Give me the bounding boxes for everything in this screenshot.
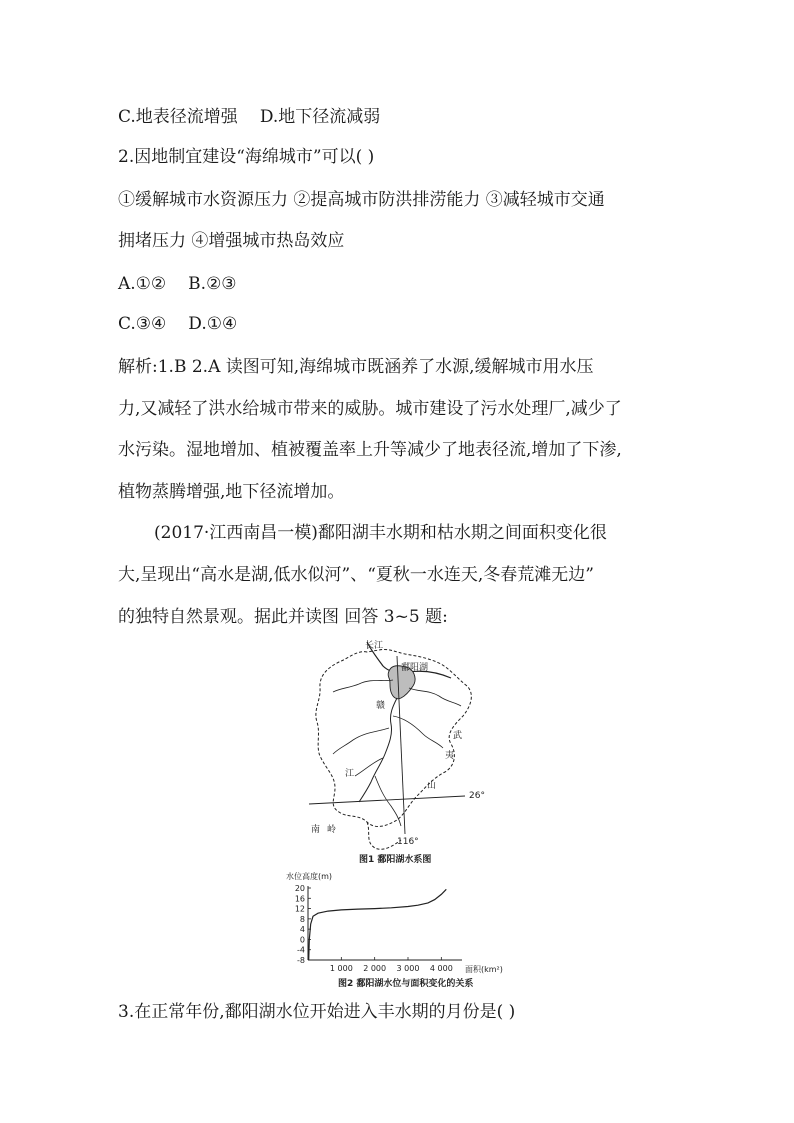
chart-title: 图2 鄱阳湖水位与面积变化的关系	[338, 979, 474, 989]
analysis-line4: 植物蒸腾增强,地下径流增加。	[118, 482, 345, 502]
x-tick-label: 3 000	[396, 964, 420, 973]
water-level-area-chart	[272, 868, 532, 992]
poyang-map-figure	[305, 636, 495, 868]
tributary-west	[333, 728, 389, 754]
question-2-options-ab	[118, 272, 237, 296]
y-tick-label: -4	[297, 945, 305, 955]
tributary-northwest	[333, 680, 393, 692]
option-row-c-d	[118, 105, 380, 129]
gan-river	[359, 698, 397, 802]
series-line	[309, 889, 447, 960]
y-tick-label: 16	[294, 894, 305, 904]
latitude-26-line	[309, 796, 465, 804]
label-poyanghu: 鄱阳湖	[401, 663, 429, 673]
label-nan: 南	[311, 825, 321, 835]
option-c: C.③④	[118, 314, 167, 334]
intro-line2: 大,呈现出“高水是湖,低水似河”、“夏秋一水连天,冬春荒滩无边”	[118, 565, 594, 585]
y-tick-label: 12	[294, 904, 305, 914]
map-caption: 图1 鄱阳湖水系图	[359, 855, 432, 865]
option-c: C.地表径流增强	[118, 107, 238, 127]
intro-line3: 的独特自然景观。据此并读图 回答 3~5 题:	[118, 607, 448, 627]
label-shan: 山	[427, 781, 437, 791]
analysis-line2: 力,又减轻了洪水给城市带来的威胁。城市建设了污水处理厂,减少了	[118, 399, 622, 419]
analysis-line1: 解析:1.B 2.A 读图可知,海绵城市既涵养了水源,缓解城市用水压	[118, 357, 594, 377]
y-tick-label: 4	[299, 925, 305, 935]
label-yi: 夷	[445, 751, 455, 761]
option-d: D.①④	[188, 314, 238, 334]
option-a: A.①②	[118, 274, 167, 294]
x-tick-label: 4 000	[429, 964, 453, 973]
y-tick-label: -8	[297, 956, 305, 965]
intro-line1: (2017·江西南昌一模)鄱阳湖丰水期和枯水期之间面积变化很	[154, 523, 607, 543]
x-tick-label: 2 000	[363, 964, 387, 973]
label-changjiang: 长江	[365, 641, 384, 651]
tributary-south	[375, 776, 401, 826]
question-2-options-cd	[118, 312, 237, 336]
y-tick-label: 0	[299, 935, 305, 945]
label-lon: 116°	[397, 837, 419, 847]
question-3-stem: 3.在正常年份,鄱阳湖水位开始进入丰水期的月份是( )	[118, 1002, 516, 1022]
y-tick-label: 20	[294, 884, 305, 893]
question-2-stem: 2.因地制宜建设“海绵城市”可以( )	[118, 147, 375, 167]
label-jiang: 江	[345, 769, 355, 779]
chart-xlabel: 面积(km²)	[465, 965, 503, 974]
analysis-line3: 水污染。湿地增加、植被覆盖率上升等减少了地表径流,增加了下渗,	[118, 440, 622, 460]
chart-ylabel: 水位高度(m)	[286, 872, 333, 881]
question-2-items-line1: ①缓解城市水资源压力 ②提高城市防洪排涝能力 ③减轻城市交通	[118, 190, 605, 210]
y-tick-label: 8	[299, 914, 305, 924]
label-lat: 26°	[469, 791, 485, 801]
question-2-items-line2: 拥堵压力 ④增强城市热岛效应	[118, 231, 345, 251]
option-d: D.地下径流减弱	[259, 107, 381, 127]
label-wu: 武	[453, 731, 463, 741]
label-ling: 岭	[327, 825, 337, 835]
x-tick-label: 1 000	[329, 964, 353, 973]
option-b: B.②③	[188, 274, 237, 294]
tributary-northeast	[409, 688, 461, 706]
basin-boundary-south	[367, 822, 401, 849]
label-gan: 赣	[376, 701, 386, 711]
